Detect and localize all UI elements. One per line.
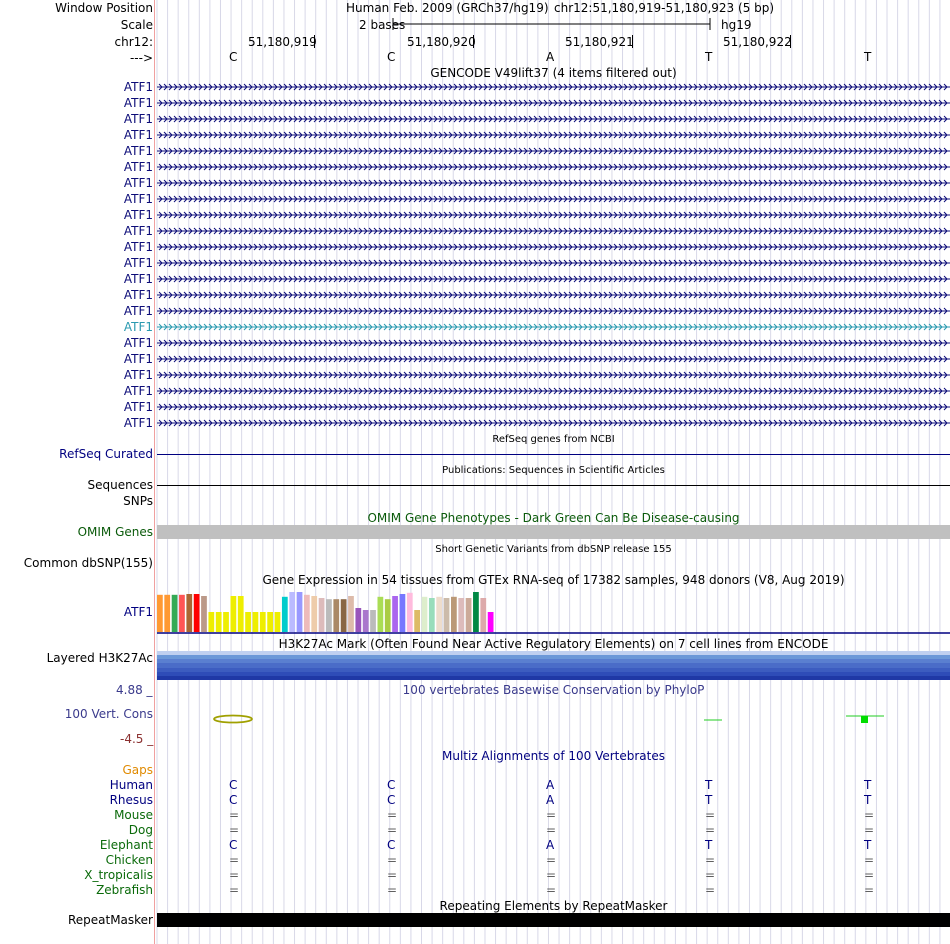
gencode-transcript-line[interactable] xyxy=(157,369,950,381)
gtex-tissue-bar[interactable] xyxy=(429,598,435,632)
multiz-base: A xyxy=(546,778,555,792)
gtex-tissue-bar[interactable] xyxy=(319,598,325,632)
gtex-tissue-bar[interactable] xyxy=(355,608,361,632)
gtex-tissue-bar[interactable] xyxy=(341,599,347,632)
multiz-base: T xyxy=(864,793,872,807)
base-3: A xyxy=(546,50,555,64)
multiz-base: = xyxy=(229,853,240,867)
multiz-base: = xyxy=(864,868,875,882)
gencode-transcript-label[interactable]: ATF1 xyxy=(123,416,153,430)
gtex-tissue-bar[interactable] xyxy=(458,598,464,632)
multiz-base: = xyxy=(705,883,716,897)
scale-text: 2 bases xyxy=(359,18,406,32)
multiz-species-label[interactable]: Human xyxy=(109,778,153,792)
gtex-tissue-bar[interactable] xyxy=(201,596,207,632)
multiz-base: T xyxy=(705,838,713,852)
gencode-transcript-line[interactable] xyxy=(157,225,950,237)
omim-track-title[interactable]: OMIM Gene Phenotypes - Dark Green Can Be Disease-causing xyxy=(367,511,740,525)
multiz-base: C xyxy=(387,778,396,792)
window-position-label: Window Position xyxy=(55,1,153,15)
multiz-base: = xyxy=(864,883,875,897)
multiz-base: = xyxy=(387,853,398,867)
gencode-transcript-line[interactable] xyxy=(157,113,950,125)
multiz-base: = xyxy=(229,868,240,882)
multiz-base: C xyxy=(229,793,238,807)
gencode-transcript-label[interactable]: ATF1 xyxy=(123,336,153,350)
gtex-tissue-bar[interactable] xyxy=(378,597,384,632)
h3k27ac-layer xyxy=(157,676,950,680)
coord-4: 51,180,922 xyxy=(723,35,792,49)
gtex-track-title[interactable]: Gene Expression in 54 tissues from GTEx RNA-seq of 17382 samples, 948 donors (V8, Aug 2019) xyxy=(262,573,845,587)
gtex-tissue-bar[interactable] xyxy=(333,599,339,632)
gencode-transcript-label[interactable]: ATF1 xyxy=(123,384,153,398)
gtex-tissue-bar[interactable] xyxy=(157,595,163,632)
gtex-tissue-bar[interactable] xyxy=(363,610,369,632)
repeatmasker-label[interactable]: RepeatMasker xyxy=(67,913,153,927)
gtex-tissue-bar[interactable] xyxy=(422,597,428,632)
refseq-line xyxy=(157,454,950,455)
dbsnp-track-title[interactable]: Short Genetic Variants from dbSNP release 155 xyxy=(435,544,672,555)
gtex-tissue-bar[interactable] xyxy=(385,599,391,632)
gtex-tissue-bar[interactable] xyxy=(231,596,237,632)
coord-1: 51,180,919 xyxy=(248,35,317,49)
image-left-border xyxy=(154,0,155,944)
omim-label[interactable]: OMIM Genes xyxy=(77,525,153,539)
gtex-tissue-bar[interactable] xyxy=(451,597,457,632)
gencode-transcript-label[interactable]: ATF1 xyxy=(123,272,153,286)
gencode-transcript-line[interactable] xyxy=(157,385,950,397)
gtex-tissue-bar[interactable] xyxy=(414,610,420,632)
phylop-plot[interactable] xyxy=(157,706,950,730)
pubs-track-title[interactable]: Publications: Sequences in Scientific Articles xyxy=(442,465,665,476)
coord-ticks xyxy=(0,34,950,50)
gencode-transcript-label[interactable]: ATF1 xyxy=(123,240,153,254)
repeatmasker-bar[interactable] xyxy=(157,913,950,927)
gencode-transcript-line[interactable] xyxy=(157,97,950,109)
multiz-base: C xyxy=(387,838,396,852)
gtex-tissue-bar[interactable] xyxy=(267,612,273,632)
multiz-base: T xyxy=(864,778,872,792)
gtex-tissue-bar[interactable] xyxy=(275,612,281,632)
multiz-base: = xyxy=(705,853,716,867)
phylop-min: -4.5 _ xyxy=(120,732,154,746)
multiz-base: = xyxy=(387,868,398,882)
gtex-bars[interactable] xyxy=(157,588,950,634)
gencode-transcript-label[interactable]: ATF1 xyxy=(123,112,153,126)
h3k27ac-label[interactable]: Layered H3K27Ac xyxy=(46,651,153,665)
h3k27ac-layers[interactable] xyxy=(157,651,950,680)
gtex-tissue-bar[interactable] xyxy=(282,597,288,632)
gencode-transcript-line[interactable] xyxy=(157,417,950,429)
multiz-base: C xyxy=(229,778,238,792)
gencode-track-title[interactable]: GENCODE V49lift37 (4 items filtered out) xyxy=(430,66,677,80)
gtex-tissue-bar[interactable] xyxy=(172,595,178,632)
gencode-transcript-label[interactable]: ATF1 xyxy=(123,176,153,190)
gtex-tissue-bar[interactable] xyxy=(473,592,479,632)
refseq-track-title[interactable]: RefSeq genes from NCBI xyxy=(492,434,615,445)
gtex-tissue-bar[interactable] xyxy=(245,612,251,632)
sequences-label[interactable]: Sequences xyxy=(87,478,153,492)
phylop-label[interactable]: 100 Vert. Cons xyxy=(64,707,153,721)
gtex-tissue-bar[interactable] xyxy=(370,610,376,632)
gencode-transcript-line[interactable] xyxy=(157,129,950,141)
multiz-base: T xyxy=(864,838,872,852)
multiz-track-title[interactable]: Multiz Alignments of 100 Vertebrates xyxy=(441,749,666,763)
gtex-tissue-bar[interactable] xyxy=(407,593,413,632)
gtex-tissue-bar[interactable] xyxy=(186,594,192,632)
gtex-tissue-bar[interactable] xyxy=(480,598,486,632)
gaps-label[interactable]: Gaps xyxy=(122,763,153,777)
multiz-species-label[interactable]: Rhesus xyxy=(109,793,153,807)
omim-bar[interactable] xyxy=(157,525,950,539)
multiz-base: = xyxy=(229,883,240,897)
gtex-tissue-bar[interactable] xyxy=(444,598,450,632)
multiz-base: T xyxy=(705,793,713,807)
gtex-tissue-bar[interactable] xyxy=(164,595,170,632)
gtex-tissue-bar[interactable] xyxy=(208,612,214,632)
gencode-transcript-line[interactable] xyxy=(157,401,950,413)
multiz-base: = xyxy=(229,823,240,837)
multiz-base: = xyxy=(546,868,557,882)
multiz-base: T xyxy=(705,778,713,792)
gencode-transcript-label[interactable]: ATF1 xyxy=(123,288,153,302)
refseq-label[interactable]: RefSeq Curated xyxy=(59,447,153,461)
coord-2: 51,180,920 xyxy=(407,35,476,49)
multiz-base: = xyxy=(546,823,557,837)
gtex-tissue-bar[interactable] xyxy=(311,596,317,632)
multiz-base: = xyxy=(387,808,398,822)
multiz-base: C xyxy=(229,838,238,852)
gencode-transcript-label[interactable]: ATF1 xyxy=(123,128,153,142)
multiz-base: = xyxy=(546,883,557,897)
gencode-transcript-line[interactable] xyxy=(157,241,950,253)
gtex-tissue-bar[interactable] xyxy=(194,594,200,632)
gencode-transcript-line[interactable] xyxy=(157,257,950,269)
gencode-transcript-label[interactable]: ATF1 xyxy=(123,368,153,382)
gencode-transcript-line[interactable] xyxy=(157,193,950,205)
gtex-tissue-bar[interactable] xyxy=(466,598,472,632)
gencode-transcript-line[interactable] xyxy=(157,321,950,333)
gtex-tissue-bar[interactable] xyxy=(348,596,354,632)
snps-label[interactable]: SNPs xyxy=(123,494,153,508)
sequences-line xyxy=(157,485,950,486)
multiz-base: A xyxy=(546,838,555,852)
multiz-base: = xyxy=(705,808,716,822)
db-text: hg19 xyxy=(721,18,752,32)
coord-3: 51,180,921 xyxy=(565,35,634,49)
multiz-base: A xyxy=(546,793,555,807)
multiz-base: = xyxy=(229,808,240,822)
gencode-transcript-label[interactable]: ATF1 xyxy=(123,144,153,158)
multiz-species-label[interactable]: Mouse xyxy=(114,808,153,822)
gencode-transcript-label[interactable]: ATF1 xyxy=(123,192,153,206)
dbsnp-label[interactable]: Common dbSNP(155) xyxy=(23,556,153,570)
multiz-base: C xyxy=(387,793,396,807)
gencode-transcript-line[interactable] xyxy=(157,305,950,317)
gencode-transcript-line[interactable] xyxy=(157,353,950,365)
phylop-track-title[interactable]: 100 vertebrates Basewise Conservation by PhyloP xyxy=(402,683,705,697)
gencode-transcript-label[interactable]: ATF1 xyxy=(123,80,153,94)
gtex-tissue-bar[interactable] xyxy=(488,612,494,632)
multiz-species-label[interactable]: Zebrafish xyxy=(96,883,153,897)
multiz-species-label[interactable]: Chicken xyxy=(105,853,153,867)
gencode-transcript-line[interactable] xyxy=(157,161,950,173)
gtex-tissue-bar[interactable] xyxy=(297,592,303,632)
gencode-transcript-line[interactable] xyxy=(157,145,950,157)
assembly-text: Human Feb. 2009 (GRCh37/hg19) xyxy=(346,1,549,15)
multiz-base: = xyxy=(705,868,716,882)
gtex-label[interactable]: ATF1 xyxy=(123,605,153,619)
gencode-transcript-line[interactable] xyxy=(157,177,950,189)
h3k27ac-track-title[interactable]: H3K27Ac Mark (Often Found Near Active Regulatory Elements) on 7 cell lines from ENCODE xyxy=(278,637,829,651)
gtex-tissue-bar[interactable] xyxy=(253,612,259,632)
gtex-tissue-bar[interactable] xyxy=(179,595,185,632)
multiz-base: = xyxy=(387,823,398,837)
gencode-transcript-line[interactable] xyxy=(157,81,950,93)
multiz-base: = xyxy=(705,823,716,837)
gencode-transcript-label[interactable]: ATF1 xyxy=(123,224,153,238)
base-4: T xyxy=(705,50,713,64)
multiz-species-label[interactable]: X_tropicalis xyxy=(84,868,153,882)
multiz-base: = xyxy=(546,808,557,822)
gencode-transcript-label[interactable]: ATF1 xyxy=(123,256,153,270)
multiz-species-label[interactable]: Dog xyxy=(128,823,153,837)
gtex-tissue-bar[interactable] xyxy=(289,592,295,632)
multiz-base: = xyxy=(546,853,557,867)
gtex-tissue-bar[interactable] xyxy=(238,596,244,632)
multiz-base: = xyxy=(864,853,875,867)
base-1: C xyxy=(229,50,238,64)
gtex-tissue-bar[interactable] xyxy=(326,599,332,632)
gencode-transcript-label[interactable]: ATF1 xyxy=(123,96,153,110)
repeatmasker-track-title[interactable]: Repeating Elements by RepeatMasker xyxy=(439,899,668,913)
gencode-transcript-line[interactable] xyxy=(157,273,950,285)
gencode-transcript-line[interactable] xyxy=(157,337,950,349)
gencode-transcript-label[interactable]: ATF1 xyxy=(123,352,153,366)
gencode-transcript-label[interactable]: ATF1 xyxy=(123,400,153,414)
multiz-base: = xyxy=(387,883,398,897)
strand-label: ---> xyxy=(129,51,153,65)
gtex-tissue-bar[interactable] xyxy=(392,596,398,632)
gencode-transcript-line[interactable] xyxy=(157,209,950,221)
gtex-tissue-bar[interactable] xyxy=(223,612,229,632)
gtex-tissue-bar[interactable] xyxy=(400,594,406,632)
multiz-species-label[interactable]: Elephant xyxy=(99,838,153,852)
gencode-transcript-label[interactable]: ATF1 xyxy=(123,304,153,318)
phylop-max: 4.88 _ xyxy=(116,683,153,697)
gtex-tissue-bar[interactable] xyxy=(260,612,266,632)
gencode-transcript-label[interactable]: ATF1 xyxy=(123,208,153,222)
position-text: chr12:51,180,919-51,180,923 (5 bp) xyxy=(554,1,775,15)
scale-bar xyxy=(390,16,720,32)
multiz-base: = xyxy=(864,823,875,837)
gencode-transcript-label[interactable]: ATF1 xyxy=(123,320,153,334)
gtex-tissue-bar[interactable] xyxy=(216,612,222,632)
gencode-transcript-line[interactable] xyxy=(157,289,950,301)
gtex-tissue-bar[interactable] xyxy=(436,597,442,632)
gtex-tissue-bar[interactable] xyxy=(304,595,310,632)
scale-label: Scale xyxy=(120,18,153,32)
gencode-transcript-label[interactable]: ATF1 xyxy=(123,160,153,174)
base-2: C xyxy=(387,50,396,64)
multiz-base: = xyxy=(864,808,875,822)
base-5: T xyxy=(864,50,872,64)
chrom-label: chr12: xyxy=(114,35,153,49)
